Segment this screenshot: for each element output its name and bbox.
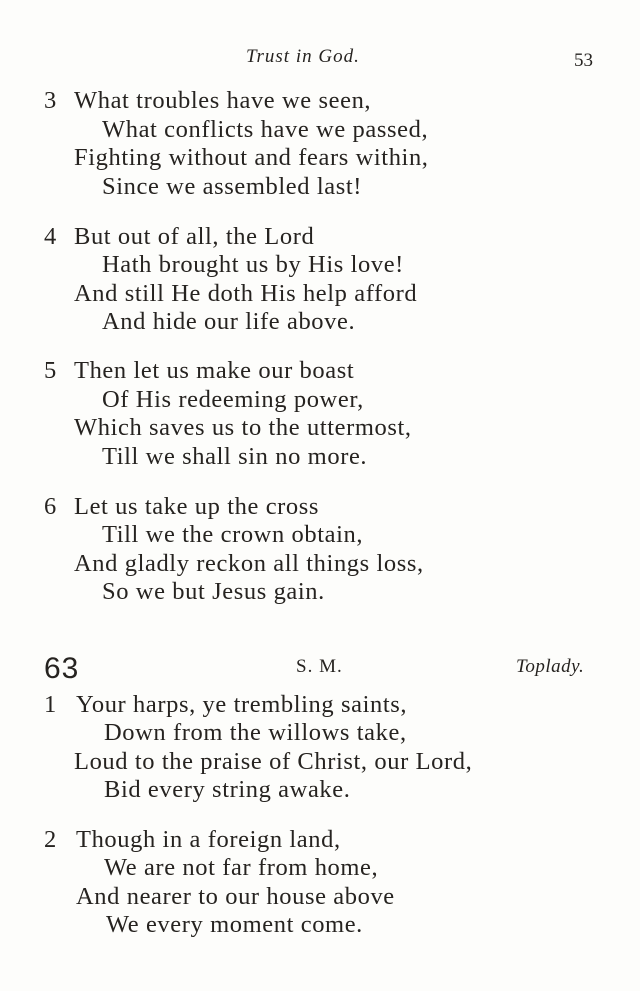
- verse-line: And hide our life above.: [102, 308, 356, 335]
- verse-line: But out of all, the Lord: [74, 223, 315, 250]
- verse-line: We are not far from home,: [104, 854, 379, 881]
- verse-line: Then let us make our boast: [74, 357, 355, 384]
- verse-line: Fighting without and fears within,: [74, 144, 429, 171]
- verse-line: Hath brought us by His love!: [102, 251, 404, 278]
- verse-line: Down from the willows take,: [104, 719, 407, 746]
- stanza-number: 2: [44, 826, 57, 853]
- stanza-number: 6: [44, 493, 57, 520]
- verse-line: Let us take up the cross: [74, 493, 320, 520]
- verse-line: We every moment come.: [106, 911, 363, 938]
- stanza-number: 5: [44, 357, 57, 384]
- stanza-number: 4: [44, 223, 57, 250]
- page-title: Trust in God.: [246, 46, 360, 67]
- verse-line: What conflicts have we passed,: [102, 116, 429, 143]
- verse-line: What troubles have we seen,: [74, 87, 372, 114]
- page-number: 53: [574, 50, 593, 71]
- hymn-author: Toplady.: [516, 656, 585, 677]
- verse-line: And gladly reckon all things loss,: [74, 550, 424, 577]
- verse-line: And nearer to our house above: [76, 883, 395, 910]
- verse-line: Of His redeeming power,: [102, 386, 364, 413]
- verse-line: Bid every string awake.: [104, 776, 351, 803]
- verse-line: Your harps, ye trembling saints,: [76, 691, 408, 718]
- stanza-number: 3: [44, 87, 57, 114]
- stanza-number: 1: [44, 691, 57, 718]
- verse-line: Till we the crown obtain,: [102, 521, 364, 548]
- hymn-number: 63: [44, 652, 80, 685]
- verse-line: Since we assembled last!: [102, 173, 363, 200]
- verse-line: Which saves us to the uttermost,: [74, 414, 412, 441]
- verse-line: Loud to the praise of Christ, our Lord,: [74, 748, 473, 775]
- verse-line: And still He doth His help afford: [74, 280, 418, 307]
- verse-line: Though in a foreign land,: [76, 826, 341, 853]
- verse-line: Till we shall sin no more.: [102, 443, 368, 470]
- verse-line: So we but Jesus gain.: [102, 578, 325, 605]
- hymn-meter: S. M.: [296, 656, 343, 677]
